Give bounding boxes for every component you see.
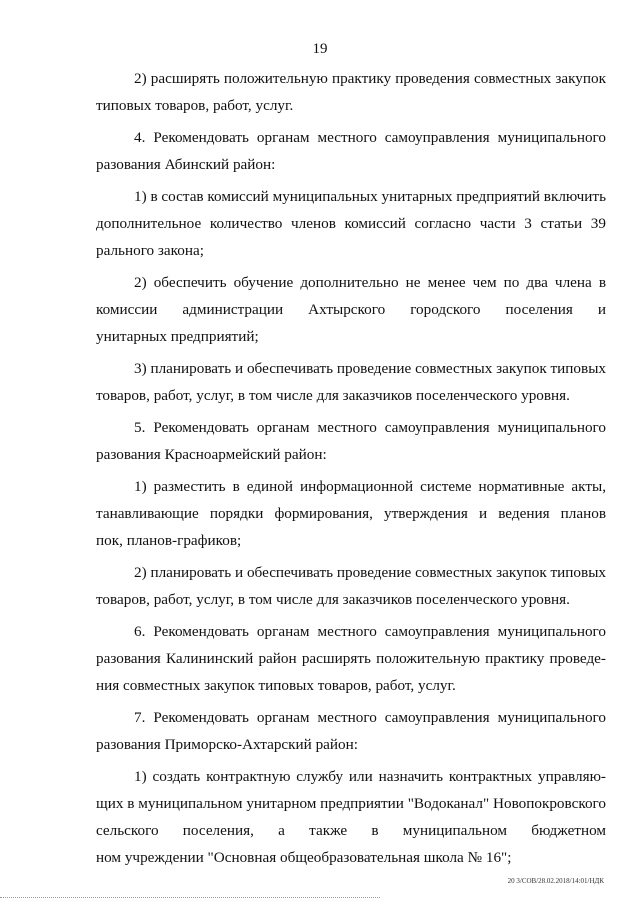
text-line: 2) расширять положительную практику проведения совместных закупок [134, 70, 606, 87]
text-line: 2) обеспечить обучение дополнительно не менее чем по два члена в [134, 274, 606, 291]
paragraph [96, 183, 606, 264]
paragraph [96, 559, 606, 613]
paragraph [96, 269, 606, 350]
text-line: 2) планировать и обеспечивать проведение совместных закупок типовых [134, 564, 606, 581]
paragraph [96, 618, 606, 699]
text-line: танавливающие порядки формирования, утверждения и ведения планов [96, 505, 606, 522]
text-line: 1) разместить в единой информационной системе нормативные акты, [134, 478, 606, 495]
paragraph [96, 124, 606, 178]
text-line: товаров, работ, услуг, в том числе для заказчиков поселенческого уровня. [96, 591, 570, 608]
document-footer-code: 20 3/СОВ/28.02.2018/14:01/НДК [507, 877, 604, 885]
text-line: 4. Рекомендовать органам местного самоуправления муниципального [134, 129, 606, 146]
footer-divider [0, 897, 380, 898]
paragraph [96, 763, 606, 871]
text-line: сельского поселения, а также в муниципальном бюджетном [96, 822, 606, 839]
text-line: дополнительное количество членов комиссий согласно части 3 статьи 39 [96, 215, 606, 232]
text-line: разования Красноармейский район: [96, 446, 327, 463]
text-line: 7. Рекомендовать органам местного самоуправления муниципального [134, 709, 606, 726]
paragraph [96, 473, 606, 554]
paragraph [96, 65, 606, 119]
text-line: 3) планировать и обеспечивать проведение совместных закупок типовых [134, 360, 606, 377]
text-line: разования Абинский район: [96, 156, 276, 173]
paragraph [96, 414, 606, 468]
text-line: разования Калининский район расширять положительную практику проведе- [96, 650, 606, 667]
text-line: товаров, работ, услуг, в том числе для заказчиков поселенческого уровня. [96, 387, 570, 404]
paragraph [96, 704, 606, 758]
text-line: 5. Рекомендовать органам местного самоуправления муниципального [134, 419, 606, 436]
page-number: 19 [312, 41, 328, 57]
text-line: 1) создать контрактную службу или назначить контрактных управляю- [134, 768, 606, 785]
text-line: пок, планов-графиков; [96, 532, 242, 549]
body-text [96, 65, 606, 876]
text-line: щих в муниципальном унитарном предприятии "Водоканал" Новопокровского [96, 795, 606, 812]
text-line: ния совместных закупок типовых товаров, работ, услуг. [96, 677, 456, 694]
text-line: 1) в состав комиссий муниципальных унитарных предприятий включить [134, 188, 606, 205]
paragraph [96, 355, 606, 409]
text-line: разования Приморско-Ахтарский район: [96, 736, 358, 753]
text-line: рального закона; [96, 242, 204, 259]
text-line: унитарных предприятий; [96, 328, 259, 345]
text-line: ном учреждении "Основная общеобразовательная школа № 16"; [96, 849, 512, 866]
text-line: 6. Рекомендовать органам местного самоуправления муниципального [134, 623, 606, 640]
text-line: комиссии администрации Ахтырского городского поселения и [96, 301, 606, 318]
text-line: типовых товаров, работ, услуг. [96, 97, 294, 114]
